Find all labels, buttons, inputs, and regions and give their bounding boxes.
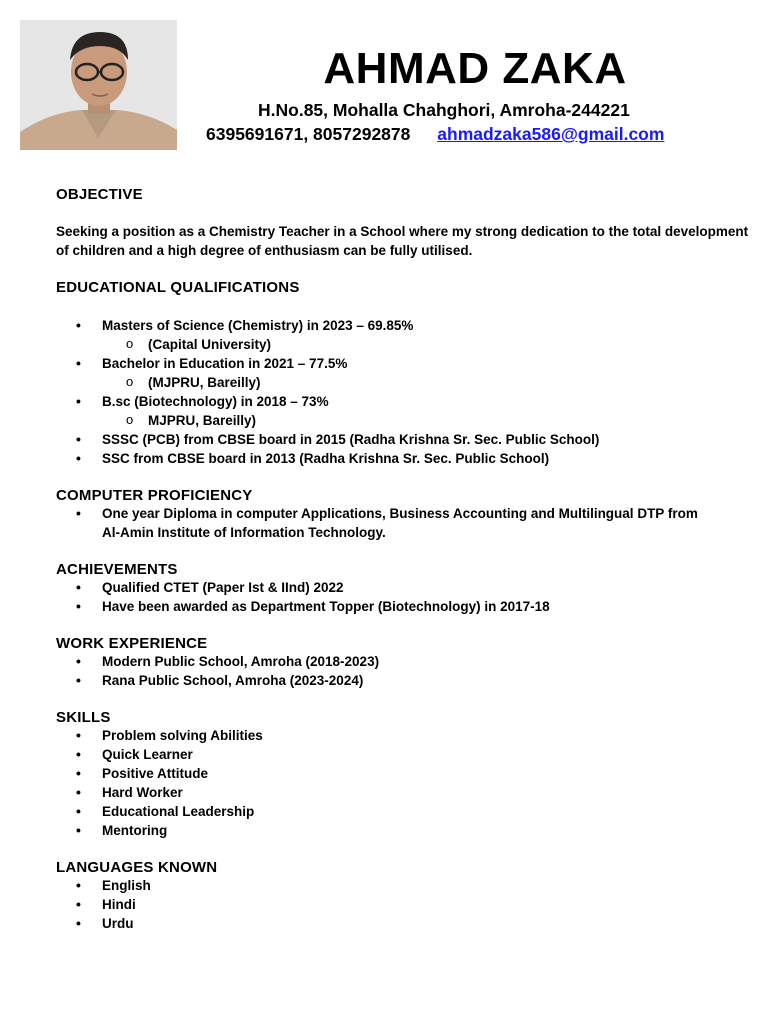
section-title-computer: COMPUTER PROFICIENCY — [56, 487, 253, 504]
list-item: • Have been awarded as Department Topper (Biotechnology) in 2017-18 — [56, 597, 756, 616]
list-item: • Rana Public School, Amroha (2023-2024) — [56, 671, 756, 690]
languages-section — [56, 859, 756, 933]
objective-text: Seeking a position as a Chemistry Teacher in a School where my strong dedication to the total development of children and a high degree of enthusiasm can be fully utilised. — [56, 224, 749, 258]
section-title-objective: OBJECTIVE — [56, 186, 143, 203]
list-item: • Urdu — [56, 914, 756, 933]
languages-list — [56, 876, 756, 933]
achievements-list — [56, 578, 756, 616]
computer-list — [56, 504, 756, 542]
computer-section — [56, 487, 756, 542]
list-item: • Educational Leadership — [56, 802, 756, 821]
education-list — [56, 316, 756, 468]
list-item: • Quick Learner — [56, 745, 756, 764]
email-link[interactable]: ahmadzaka586@gmail.com — [437, 124, 665, 144]
phone-numbers: 6395691671, 8057292878 — [206, 124, 411, 144]
address: H.No.85, Mohalla Chahghori, Amroha-244221 — [258, 100, 630, 120]
list-item: • Bachelor in Education in 2021 – 77.5% — [56, 354, 756, 373]
section-title-skills: SKILLS — [56, 709, 111, 726]
section-title-work: WORK EXPERIENCE — [56, 635, 208, 652]
section-title-languages: LANGUAGES KNOWN — [56, 859, 218, 876]
achievements-section — [56, 561, 756, 616]
profile-photo — [20, 20, 177, 150]
list-item: • SSC from CBSE board in 2013 (Radha Krishna Sr. Sec. Public School) — [56, 449, 756, 468]
list-item: • Hindi — [56, 895, 756, 914]
list-sub-item: o (MJPRU, Bareilly) — [56, 373, 756, 392]
list-item: • English — [56, 876, 756, 895]
skills-list — [56, 726, 756, 840]
list-item: • B.sc (Biotechnology) in 2018 – 73% — [56, 392, 756, 411]
list-item: • Modern Public School, Amroha (2018-2023) — [56, 652, 756, 671]
list-sub-item: o MJPRU, Bareilly) — [56, 411, 756, 430]
education-section — [56, 279, 756, 468]
contact-line — [206, 124, 664, 145]
candidate-name: AHMAD ZAKA — [323, 44, 627, 93]
list-item: • Hard Worker — [56, 783, 756, 802]
list-item: • One year Diploma in computer Applications, Business Accounting and Multilingual DTP from Al-Amin Institute of Information Technology. — [56, 504, 756, 542]
list-sub-item: o (Capital University) — [56, 335, 756, 354]
list-item: • Mentoring — [56, 821, 756, 840]
list-item: • Qualified CTET (Paper Ist & IInd) 2022 — [56, 578, 756, 597]
section-title-education: EDUCATIONAL QUALIFICATIONS — [56, 279, 300, 296]
section-title-achievements: ACHIEVEMENTS — [56, 561, 178, 578]
resume-body — [56, 186, 756, 933]
list-item: • Problem solving Abilities — [56, 726, 756, 745]
list-item: • Positive Attitude — [56, 764, 756, 783]
work-section — [56, 635, 756, 690]
list-item: • Masters of Science (Chemistry) in 2023 – 69.85% — [56, 316, 756, 335]
work-list — [56, 652, 756, 690]
skills-section — [56, 709, 756, 840]
list-item: • SSSC (PCB) from CBSE board in 2015 (Radha Krishna Sr. Sec. Public School) — [56, 430, 756, 449]
objective-section — [56, 186, 756, 260]
